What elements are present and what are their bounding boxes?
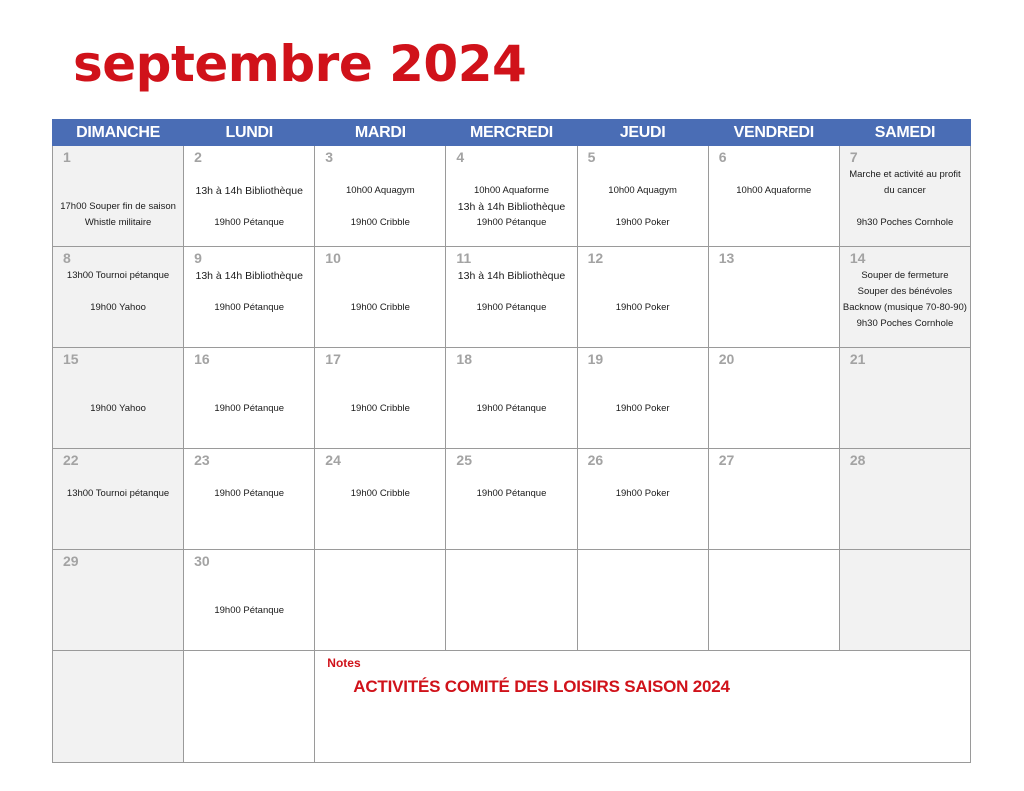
day-cell-10 [315,247,446,348]
event-item: 13h à 14h Bibliothèque [195,185,303,197]
day-number: 19 [587,351,604,367]
day-cell-22 [53,449,184,550]
day-number: 2 [194,149,202,165]
day-cell-24 [315,449,446,550]
day-number: 23 [194,452,210,468]
day-number: 7 [849,149,858,165]
day-number: 30 [194,553,210,569]
notes-text: ACTIVITÉS COMITÉ DES LOISIRS SAISON 2024 [353,677,730,696]
day-number: 27 [718,452,735,468]
week-row [53,550,971,651]
day-cell-29 [53,550,184,651]
day-number: 13 [718,250,735,266]
day-number: 20 [718,351,735,367]
day-cell-3 [315,146,446,247]
day-cell-15 [53,348,184,449]
notes-label: Notes [327,656,361,670]
event-item: 19h00 Cribble [350,488,410,499]
event-item: 19h00 Pétanque [476,403,547,414]
day-cell-27 [708,449,839,550]
day-cell-18 [446,348,577,449]
day-number: 6 [718,149,727,165]
event-item: 19h00 Cribble [350,403,410,414]
event-item: 10h00 Aquagym [346,185,415,196]
day-number: 25 [456,452,472,468]
day-cell-28 [839,449,970,550]
event-item: Marche et activité au profit [849,169,961,180]
day-number: 1 [63,149,71,165]
day-number: 16 [194,351,210,367]
event-item: 9h30 Poches Cornhole [856,217,954,228]
day-cell-8 [53,247,184,348]
event-item: 19h00 Pétanque [214,302,285,313]
empty-day-cell [446,550,577,651]
event-item: du cancer [884,185,926,196]
event-item: 19h00 Pétanque [214,605,285,616]
day-cell-14 [839,247,970,348]
day-cell-17 [315,348,446,449]
notes-row [53,651,971,763]
notes-cell [315,651,971,763]
day-number: 24 [325,452,341,468]
event-item: 19h00 Poker [615,488,670,499]
event-item: 19h00 Yahoo [90,302,146,313]
day-number: 21 [849,351,866,367]
event-item: 13h à 14h Bibliothèque [195,270,303,282]
weekday-header: MARDI [315,120,446,146]
week-row [53,247,971,348]
event-item: 19h00 Pétanque [214,488,285,499]
day-number: 29 [63,553,79,569]
event-item: 19h00 Pétanque [214,217,285,228]
day-number: 17 [325,351,341,367]
day-cell-11 [446,247,577,348]
day-number: 3 [325,149,334,165]
day-number: 10 [325,250,341,266]
day-cell-16 [184,348,315,449]
day-cell-13 [708,247,839,348]
event-item: 19h00 Poker [615,302,670,313]
day-cell-19 [577,348,708,449]
event-item: 19h00 Poker [615,217,670,228]
empty-day-cell [315,550,446,651]
day-cell-5 [577,146,708,247]
event-item: Whistle militaire [84,217,152,228]
event-item: 19h00 Cribble [350,217,410,228]
weekday-header: LUNDI [184,120,315,146]
event-item: 10h00 Aquagym [608,185,677,196]
weekday-header: DIMANCHE [53,120,184,146]
event-item: 17h00 Souper fin de saison [60,201,176,212]
weekday-header: MERCREDI [446,120,577,146]
day-cell-4 [446,146,577,247]
day-number: 28 [849,452,866,468]
day-cell-21 [839,348,970,449]
event-item: 13h à 14h Bibliothèque [457,270,566,282]
empty-day-cell [577,550,708,651]
notes-empty-cell [53,651,184,763]
event-item: 19h00 Pétanque [476,488,547,499]
day-number: 15 [63,351,79,367]
event-item: 10h00 Aquaforme [736,185,812,196]
day-number: 4 [456,149,465,165]
event-item: Souper de fermeture [861,270,949,281]
day-number: 12 [587,250,604,266]
weekday-header: VENDREDI [708,120,839,146]
day-number: 9 [194,250,202,266]
day-cell-9 [184,247,315,348]
day-number: 22 [63,452,79,468]
event-item: 19h00 Pétanque [476,302,547,313]
event-item: 19h00 Pétanque [476,217,547,228]
page-title: septembre 2024 [73,35,527,93]
day-cell-30 [184,550,315,651]
empty-day-cell [708,550,839,651]
day-cell-6 [708,146,839,247]
notes-empty-cell [184,651,315,763]
event-item: Backnow (musique 70-80-90) [842,302,967,313]
day-number: 11 [456,250,472,266]
event-item: Souper des bénévoles [857,286,953,297]
event-item: 13h à 14h Bibliothèque [457,201,566,213]
day-cell-23 [184,449,315,550]
event-item: 13h00 Tournoi pétanque [66,488,170,499]
event-item: 19h00 Poker [615,403,670,414]
day-number: 14 [849,250,866,266]
day-cell-25 [446,449,577,550]
event-item: 9h30 Poches Cornhole [856,318,954,329]
day-cell-20 [708,348,839,449]
weekday-header: SAMEDI [839,120,970,146]
event-item: 10h00 Aquaforme [473,185,549,196]
event-item: 19h00 Pétanque [214,403,285,414]
weekday-header: JEUDI [577,120,708,146]
day-cell-2 [184,146,315,247]
event-item: 19h00 Yahoo [90,403,146,414]
week-row [53,449,971,550]
day-cell-12 [577,247,708,348]
day-number: 8 [63,250,71,266]
day-number: 18 [456,351,472,367]
event-item: 19h00 Cribble [350,302,410,313]
week-row [53,146,971,247]
day-cell-26 [577,449,708,550]
day-number: 5 [587,149,596,165]
day-cell-1 [53,146,184,247]
weekday-header-row [53,120,971,146]
day-number: 26 [587,452,604,468]
week-row [53,348,971,449]
calendar-grid [52,119,971,763]
day-cell-7 [839,146,970,247]
empty-day-cell [839,550,970,651]
event-item: 13h00 Tournoi pétanque [66,270,170,281]
